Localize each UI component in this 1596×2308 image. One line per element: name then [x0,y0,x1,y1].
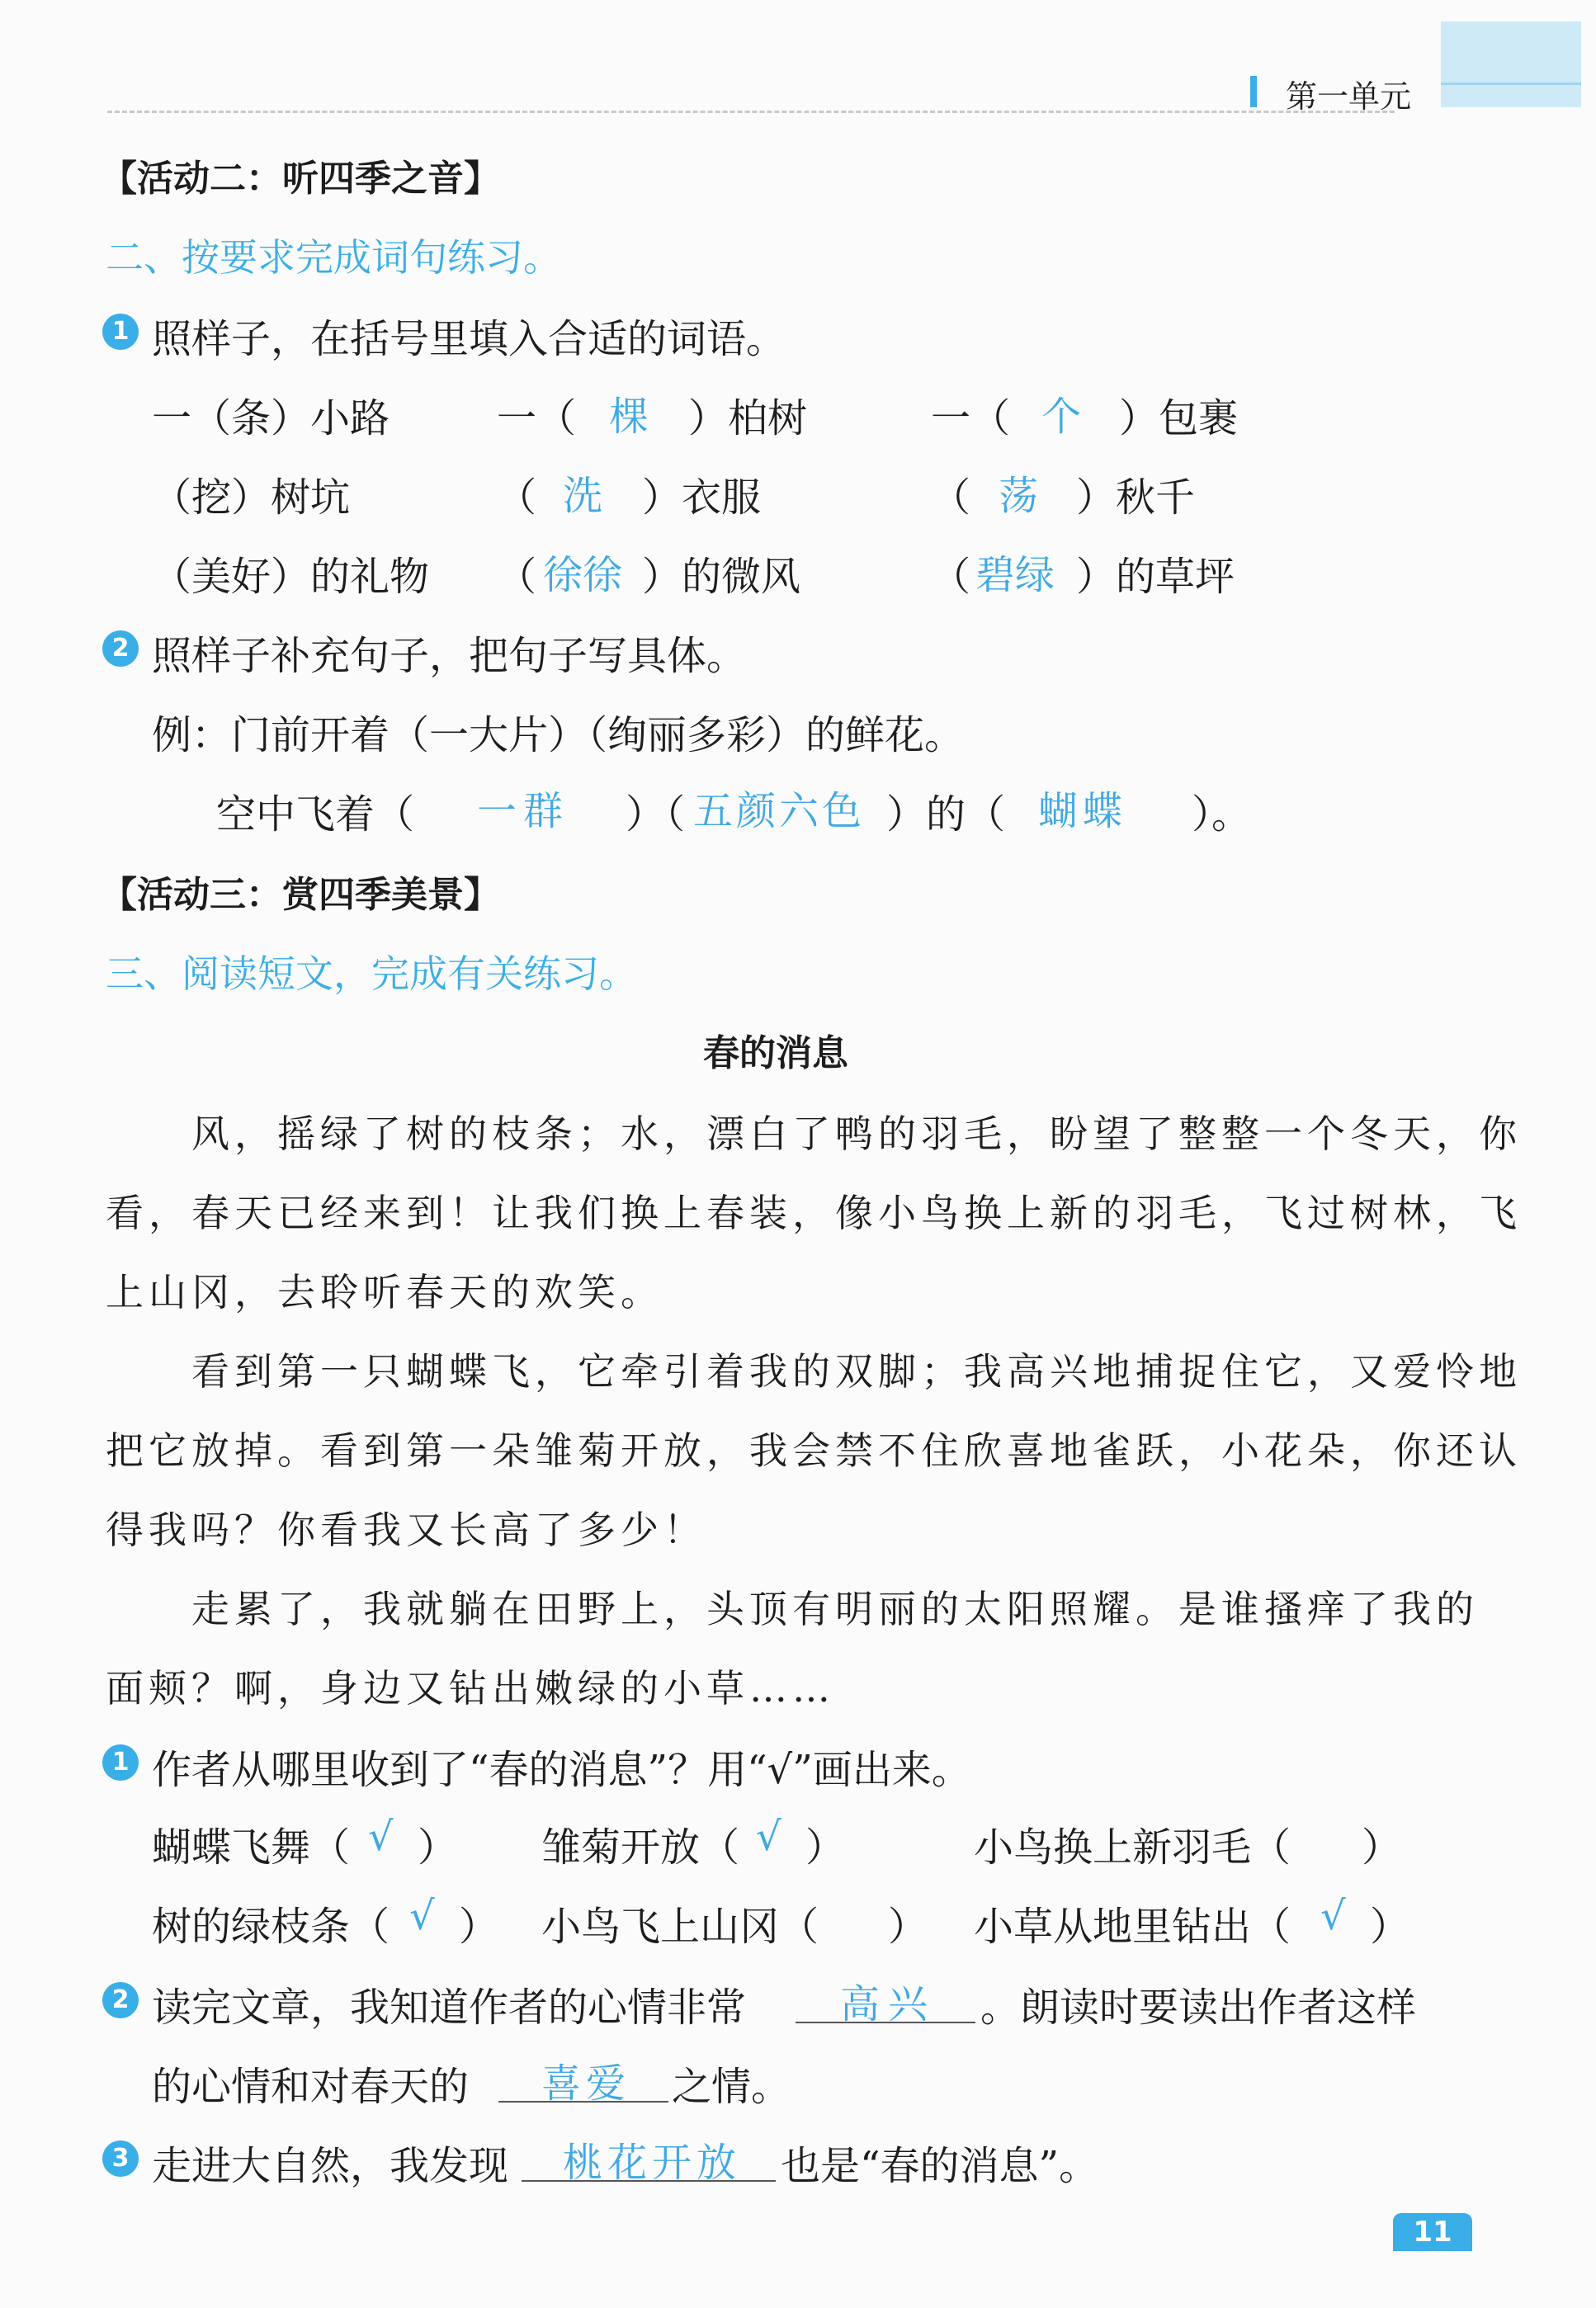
answer-text: 五颜六色 [693,788,866,834]
answer-text: 荡 [999,473,1039,519]
header-divider [107,111,1395,113]
q2-line1-after: 。朗读时要读出作者这样 [980,1985,1417,2031]
answer-text: 喜爱 [541,2060,631,2107]
activity3-title: 【活动三：赏四季美景】 [101,874,500,916]
header-accent-bar [1250,76,1257,107]
option-label: 蝴蝶飞舞（ [152,1824,351,1871]
answer-text: 桃花开放 [563,2140,742,2186]
answer-text: 高兴 [840,1981,937,2027]
answer-text: 蝴蝶 [1038,788,1128,834]
answer-text: 个 [1041,394,1082,440]
example-phrase: （美好）的礼物 [152,554,430,600]
unit-label: 第一单元 [1286,78,1412,115]
article-line: 风，摇绿了树的枝条；水，漂白了鸭的羽毛，盼望了整整一个冬天，你 [191,1112,1522,1156]
bracket-open: （ [931,474,971,521]
answer-text: 徐徐 [543,552,623,598]
bracket-close: ） [805,1824,846,1871]
section2-title: 二、按要求完成词句练习。 [106,235,561,280]
q2-line2-after: 之情。 [672,2064,791,2110]
question-number-badge: 1 [102,1744,139,1781]
article-line: 看，春天已经来到！让我们换上春装，像小鸟换上新的羽毛，飞过树林，飞 [106,1191,1522,1235]
article-line: 得我吗？你看我又长高了多少！ [106,1508,706,1552]
answer-underline [498,2101,668,2103]
bracket-open: （ [497,554,537,600]
bracket-open: 一（ [931,395,1011,441]
bracket-close: ） [1370,1904,1410,1950]
option-label: 雏菊开放（ [541,1824,740,1871]
option-label: 小鸟飞上山冈（ [541,1904,819,1950]
check-mark: √ [1320,1893,1346,1939]
bracket-close-phrase: ）的微风 [642,554,801,600]
bracket-close: ） [418,1824,458,1871]
bracket-close: ） [459,1904,499,1950]
sentence-part: 空中飞着（ [216,791,415,838]
header-decoration [1441,21,1581,107]
option-label: 小草从地里钻出（ [974,1904,1291,1950]
q3-before: 走进大自然，我发现 [152,2143,509,2189]
bracket-close-phrase: ）的草坪 [1076,554,1235,600]
option-label: 树的绿枝条（ [152,1904,390,1950]
answer-underline [796,2022,975,2023]
bracket-close-phrase: ）柏树 [688,395,808,441]
bracket-close-phrase: ）衣服 [642,474,762,521]
sentence-part: ）。 [1192,791,1252,838]
article-line: 上山冈，去聆听春天的欢笑。 [106,1270,663,1314]
bracket-close-phrase: ）包裹 [1119,395,1239,441]
q1-prompt: 作者从哪里收到了“春的消息”？用“√”画出来。 [152,1747,971,1793]
sentence-part: ）（ [626,791,686,838]
bracket-close-phrase: ）秋千 [1076,474,1196,521]
question-number-badge: 2 [102,630,139,667]
q2-line1-before: 读完文章，我知道作者的心情非常 [152,1985,747,2031]
answer-underline [522,2180,776,2182]
section3-title: 三、阅读短文，完成有关练习。 [106,951,637,996]
sentence-part: ）的（ [886,791,1006,838]
question-number-badge: 1 [102,314,139,350]
check-mark: √ [756,1814,781,1860]
answer-text: 洗 [563,473,603,519]
bracket-open: （ [497,474,537,521]
bracket-open: 一（ [497,395,577,441]
option-label: 小鸟换上新羽毛（ [974,1824,1291,1871]
answer-text: 棵 [609,394,649,440]
check-mark: √ [368,1814,394,1860]
bracket-close: ） [888,1904,928,1950]
answer-text: 一群 [477,788,570,834]
q3-after: 也是“春的消息”。 [781,2143,1099,2189]
activity2-title: 【活动二：听四季之音】 [101,158,500,200]
article-line: 把它放掉。看到第一朵雏菊开放，我会禁不住欣喜地雀跃，小花朵，你还认 [106,1428,1522,1473]
question-number-badge: 2 [102,1982,139,2018]
q2-prompt: 照样子补充句子，把句子写具体。 [152,633,747,679]
question-number-badge: 3 [102,2140,139,2177]
article-title: 春的消息 [703,1032,848,1074]
answer-text: 碧绿 [975,552,1055,598]
article-line: 走累了，我就躺在田野上，头顶有明丽的太阳照耀。是谁搔痒了我的 [191,1587,1479,1631]
example-phrase: （挖）树坑 [152,474,351,521]
q2-line2-before: 的心情和对春天的 [152,2064,470,2110]
article-line: 看到第一只蝴蝶飞，它牵引着我的双脚；我高兴地捕捉住它，又爱怜地 [191,1349,1522,1394]
q2-example: 例：门前开着（一大片）（绚丽多彩）的鲜花。 [152,712,965,758]
bracket-open: （ [931,554,971,600]
article-line: 面颊？啊，身边又钻出嫩绿的小草…… [106,1666,835,1711]
bracket-close: ） [1362,1824,1402,1871]
page-number: 11 [1393,2213,1472,2251]
check-mark: √ [409,1893,435,1939]
q1-prompt: 照样子，在括号里填入合适的词语。 [152,316,786,362]
example-phrase: 一（条）小路 [152,395,390,441]
